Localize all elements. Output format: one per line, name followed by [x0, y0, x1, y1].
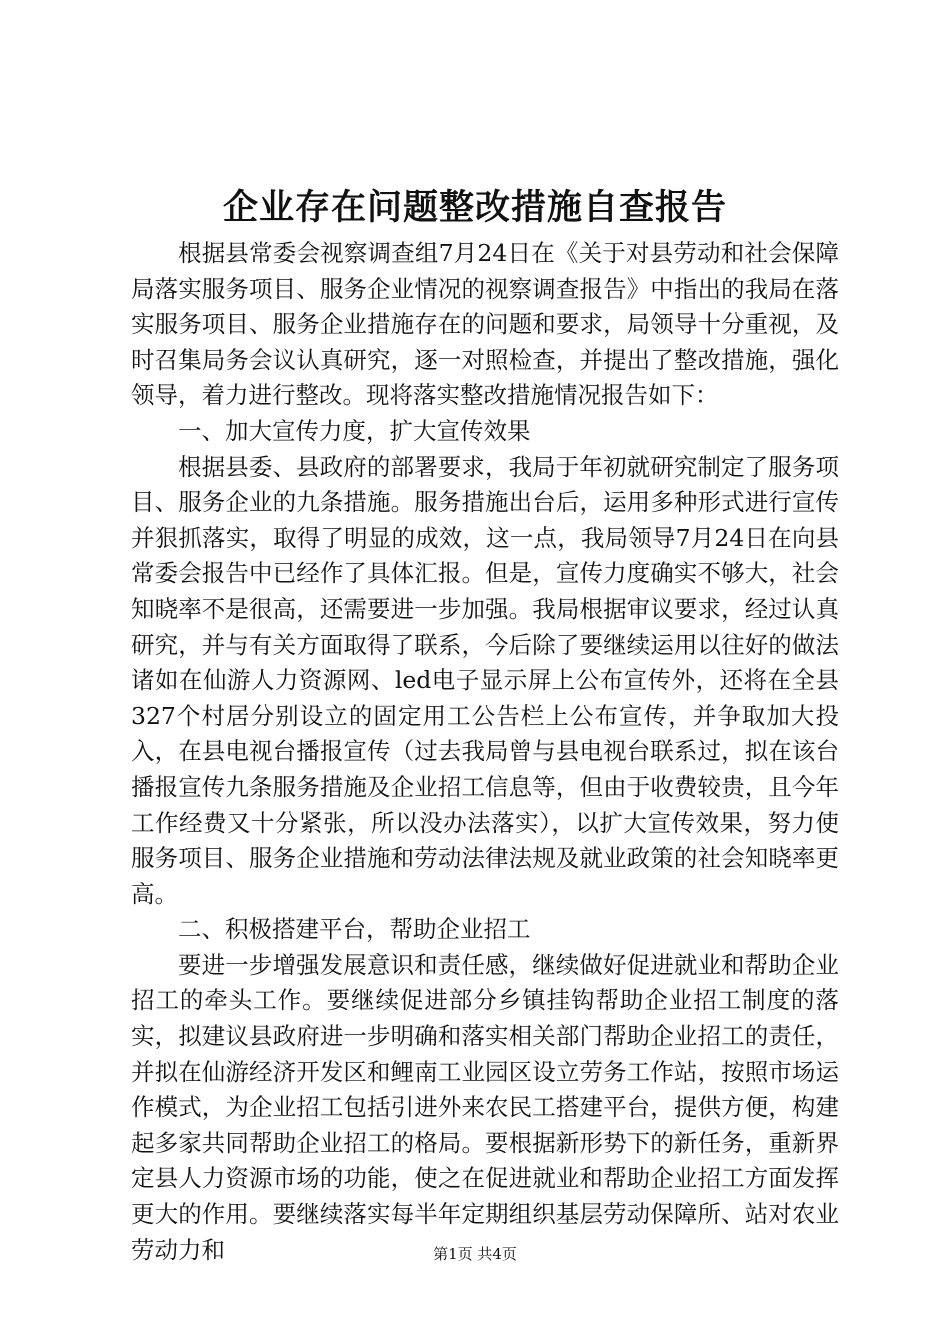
section-heading-1: 一、加大宣传力度，扩大宣传效果 [178, 416, 531, 445]
paragraph-section-2: 要进一步增强发展意识和责任感，继续做好促进就业和帮助企业招工的牵头工作。要继续促进部分乡镇挂钩帮助企业招工制度的落实，拟建议县政府进一步明确和落实相关部门帮助企业招工的责任，并拟在仙游经济开发区和鲤南工业园区设立劳务工作站，按照市场运作模式，为企业招工包括引进外来农民工搭建平台，提供方便，构建起多家共同帮助企业招工的格局。要根据新形势下的新任务，重新界定县人力资源市场的功能，使之在促进就业和帮助企业招工方面发挥更大的作用。要继续落实每半年定期组织基层劳动保障所、站对农业劳动力和 [131, 950, 839, 1264]
page-footer: 第1页 共4页 [433, 1245, 517, 1263]
section-heading-2: 二、积极搭建平台，帮助企业招工 [178, 915, 531, 944]
document-title: 企业存在问题整改措施自查报告 [222, 187, 727, 228]
document-body [131, 236, 839, 1268]
paragraph-section-1: 根据县委、县政府的部署要求，我局于年初就研究制定了服务项目、服务企业的九条措施。服务措施出台后，运用多种形式进行宣传并狠抓落实，取得了明显的成效，这一点，我局领导7月24日在向县常委会报告中已经作了具体汇报。但是，宣传力度确实不够大，社会知晓率不是很高，还需要进一步加强。我局根据审议要求，经过认真研究，并与有关方面取得了联系，今后除了要继续运用以往好的做法诸如在仙游人力资源网、led电子显示屏上公布宣传外，还将在全县327个村居分别设立的固定用工公告栏上公布宣传，并争取加大投入，在县电视台播报宣传（过去我局曾与县电视台联系过，拟在该台播报宣传九条服务措施及企业招工信息等，但由于收费较贵，且今年工作经费又十分紧张，所以没办法落实），以扩大宣传效果，努力使服务项目、服务企业措施和劳动法律法规及就业政策的社会知晓率更高。 [131, 452, 839, 908]
paragraph-intro: 根据县常委会视察调查组7月24日在《关于对县劳动和社会保障局落实服务项目、服务企业情况的视察调查报告》中指出的我局在落实服务项目、服务企业措施存在的问题和要求，局领导十分重视，及时召集局务会议认真研究，逐一对照检查，并提出了整改措施，强化领导，着力进行整改。现将落实整改措施情况报告如下： [131, 239, 839, 410]
